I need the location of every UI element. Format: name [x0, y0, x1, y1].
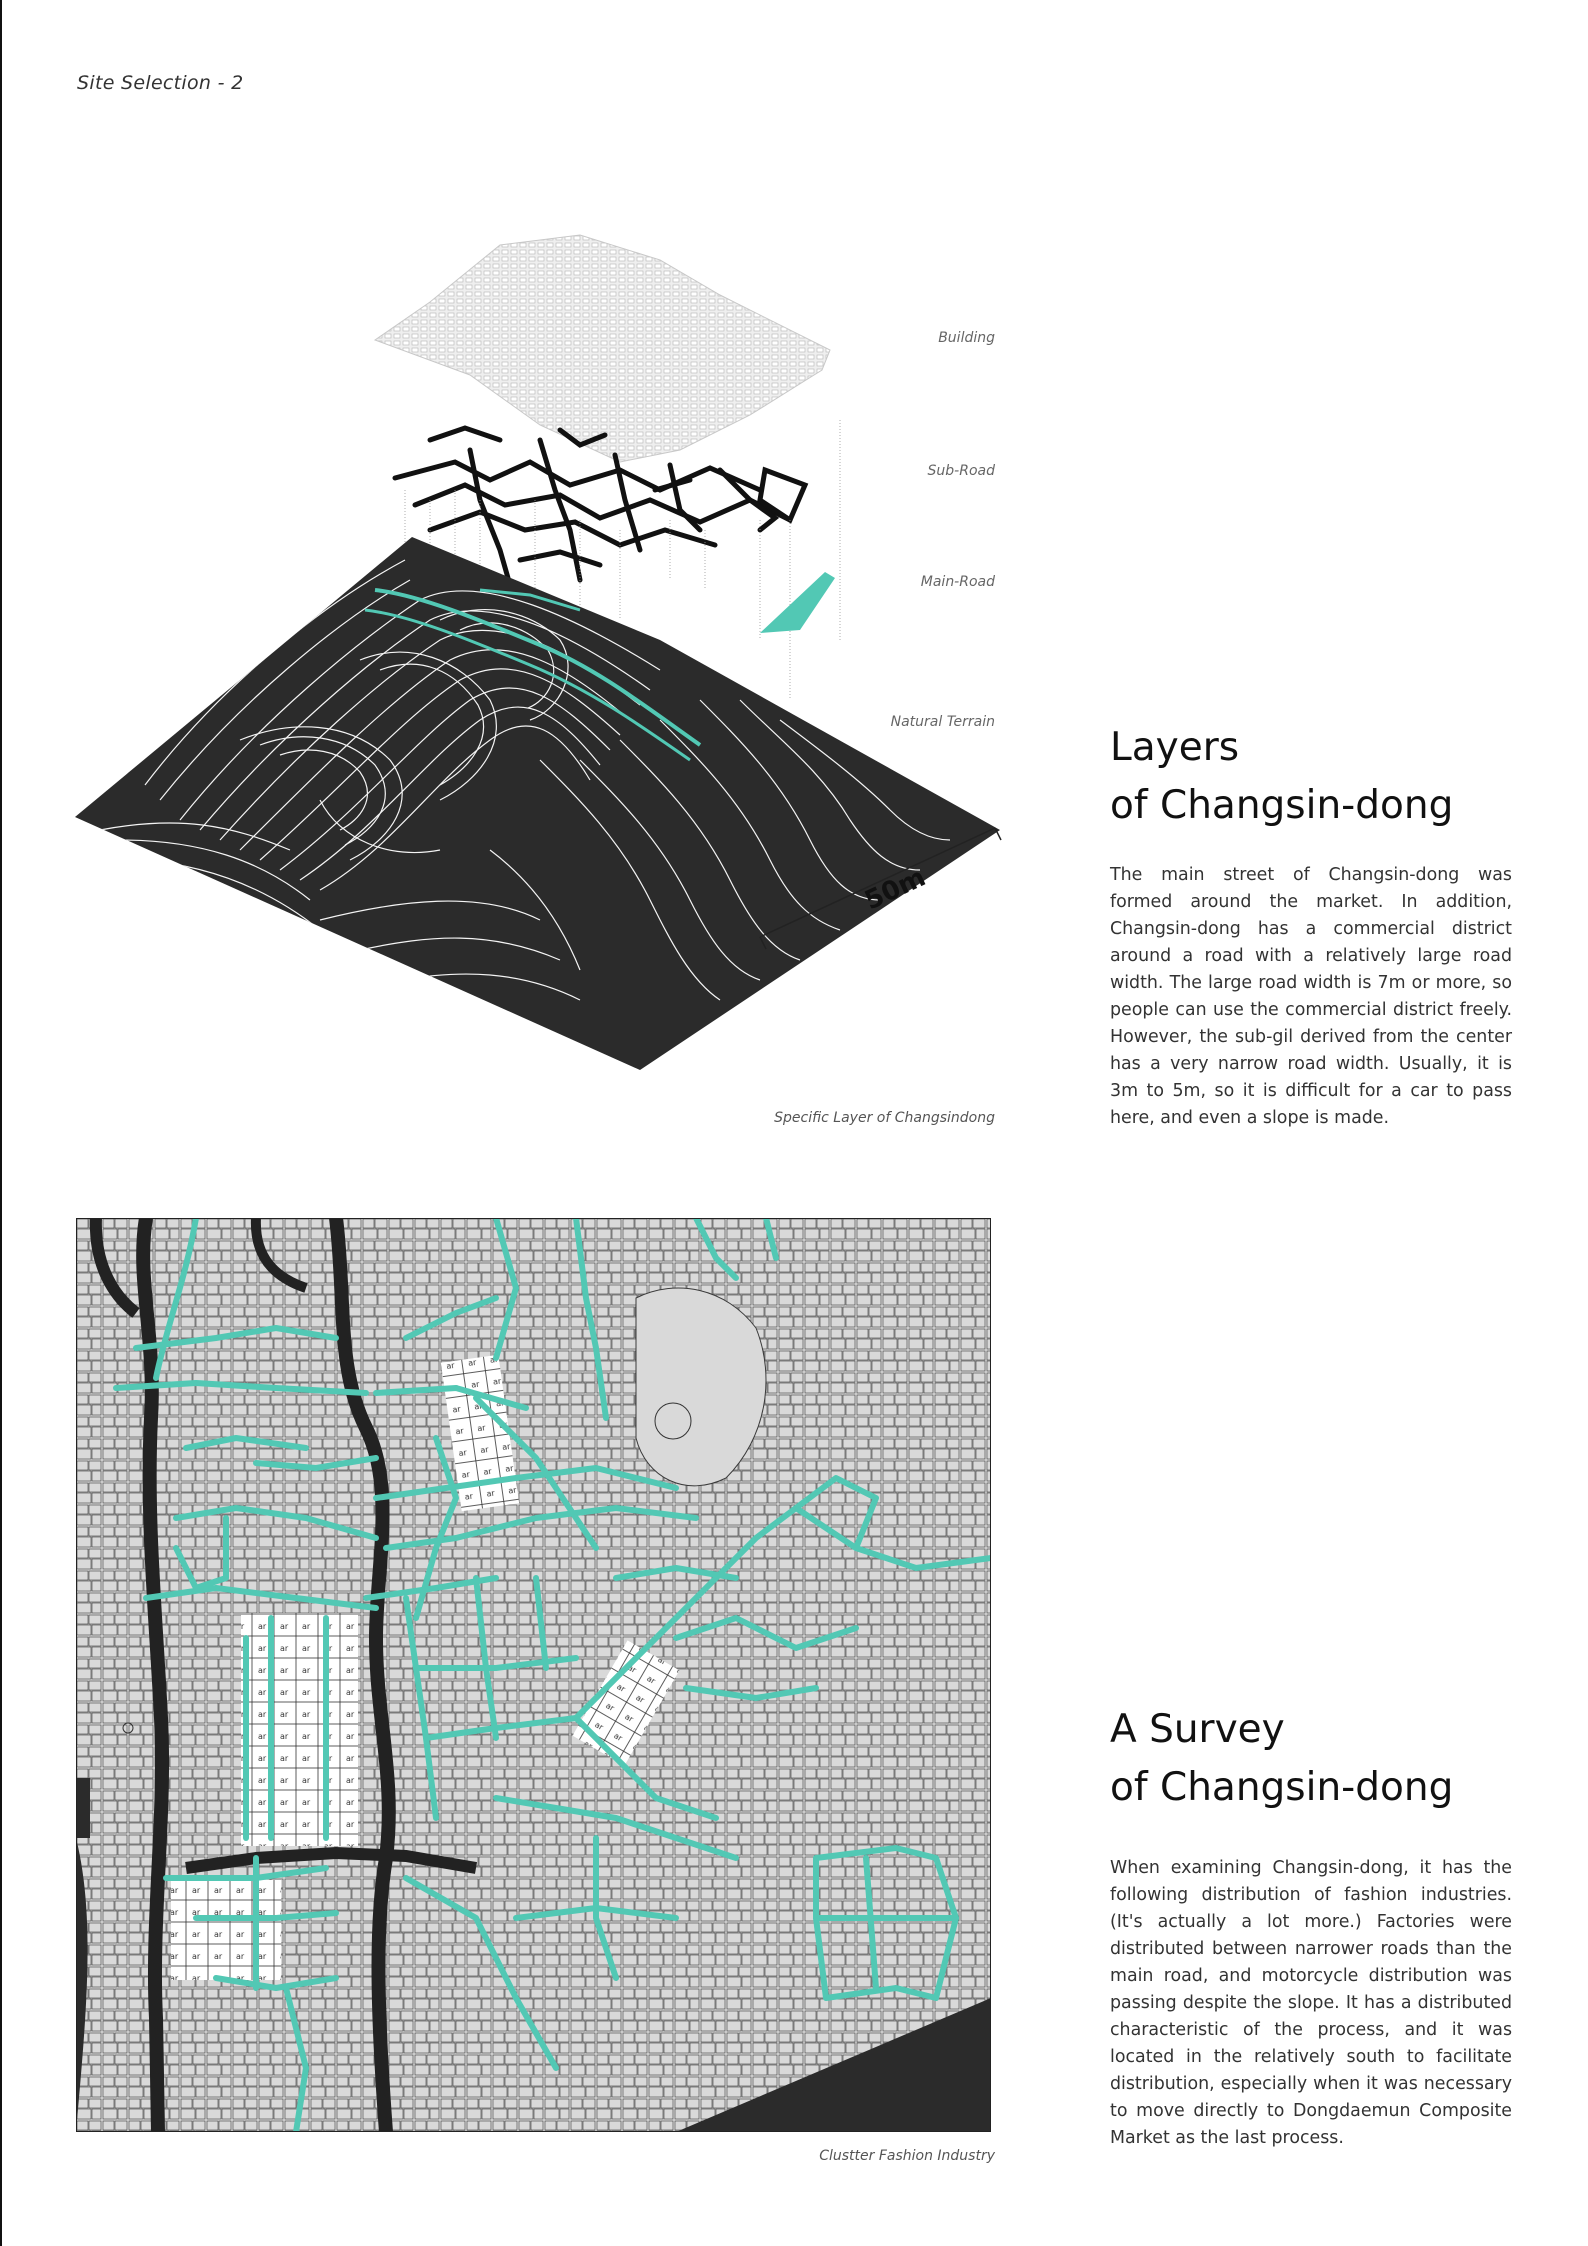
- map-caption: Clustter Fashion Industry: [819, 2148, 995, 2164]
- survey-heading: [1110, 1701, 1453, 1817]
- survey-paragraph: When examining Changsin-dong, it has the following distribution of fashion industries.(It's actually a lot more.) Factories were distributed between narrower roads than the main road, and motorcycle distribution was passing despite the slope. It has a distributed characteristic of the process, and it was located in the relatively south to facilitate distribution, especially when it was necessary to move directly to Dongdaemun Composite Market as the last process.: [1110, 1858, 1512, 2148]
- building-layer: [375, 235, 830, 462]
- layer-label-sub-road: Sub-Road: [927, 463, 995, 479]
- diagram-caption: Specific Layer of Changsindong: [774, 1110, 995, 1126]
- layer-label-natural-terrain: Natural Terrain: [890, 714, 995, 730]
- layers-heading-line1: Layers: [1110, 725, 1240, 770]
- scale-label: 50m: [860, 862, 931, 917]
- layers-heading-line2: of Changsin-dong: [1110, 783, 1454, 828]
- survey-heading-line1: A Survey: [1110, 1707, 1285, 1752]
- survey-heading-line2: of Changsin-dong: [1110, 1765, 1454, 1810]
- section-header: Site Selection - 2: [77, 72, 244, 94]
- terrain-layer: [75, 537, 1001, 1070]
- layers-heading: [1110, 719, 1453, 835]
- layer-label-main-road: Main-Road: [920, 574, 995, 590]
- cluster-map: [76, 1218, 991, 2132]
- layer-label-building: Building: [938, 330, 995, 346]
- layers-paragraph: The main street of Changsin-dong was formed around the market. In addition, Changsin-dong has a commercial district around a road with a relatively large road width. The large road width is 7m or more, so people can use the commercial district freely. However, the sub-gil derived from the center has a very narrow road width. Usually, it is 3m to 5m, so it is difficult for a car to pass here, and even a slope is made.: [1110, 865, 1512, 1128]
- page-left-border: [0, 0, 2, 2246]
